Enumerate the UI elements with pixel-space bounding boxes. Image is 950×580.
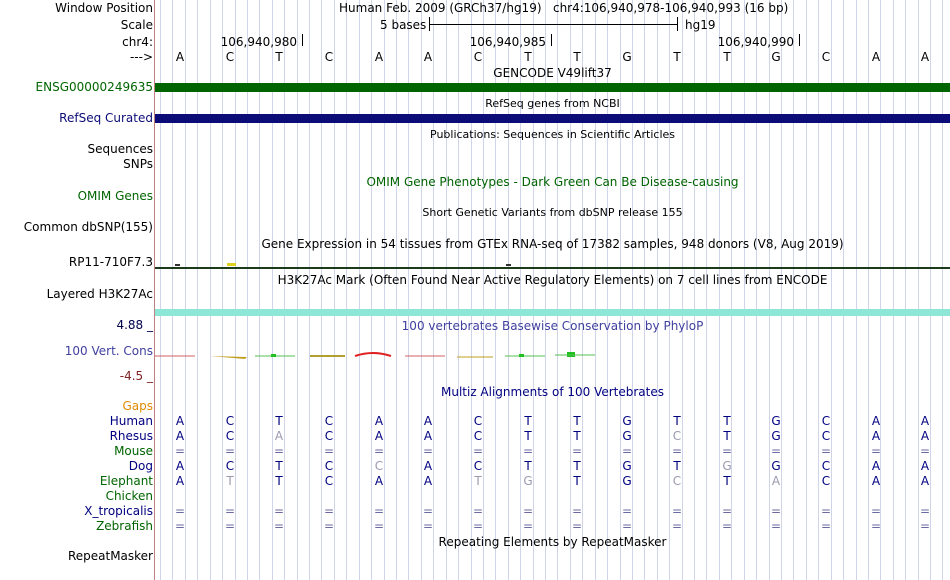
gencode-title: GENCODE V49lift37 [493, 66, 612, 80]
label-gaps[interactable]: Gaps [122, 399, 153, 413]
reference-base: G [622, 50, 632, 64]
dbsnp-title: Short Genetic Variants from dbSNP release 155 [422, 206, 683, 219]
coord-tick-1 [302, 34, 303, 46]
alignment-base: T [524, 429, 532, 443]
omim-title: OMIM Gene Phenotypes - Dark Green Can Be Disease-causing [366, 175, 739, 189]
coord-label-3: 106,940,990 [717, 35, 794, 49]
alignment-base: A [423, 459, 433, 473]
alignment-base: T [226, 474, 234, 488]
alignment-base: = [422, 504, 434, 518]
gtex-title: Gene Expression in 54 tissues from GTEx RNA-seq of 17382 samples, 948 donors (V8, Aug 2019) [261, 237, 844, 251]
alignment-base: C [324, 414, 334, 428]
alignment-base: = [721, 444, 733, 458]
alignment-base: T [673, 414, 681, 428]
reference-base: C [225, 50, 235, 64]
alignment-base: = [919, 504, 931, 518]
coord-tick-3 [799, 34, 800, 46]
label-strand-arrow: ---> [129, 50, 153, 64]
repeatmasker-title: Repeating Elements by RepeatMasker [438, 535, 667, 549]
alignment-base: = [422, 519, 434, 533]
alignment-base: A [920, 474, 930, 488]
alignment-base: G [622, 414, 632, 428]
alignment-base: C [473, 429, 483, 443]
gtex-mark-yellow [227, 263, 236, 266]
phylop-title: 100 vertebrates Basewise Conservation by PhyloP [401, 319, 704, 333]
label-cons-max: 4.88 _ [116, 318, 153, 332]
alignment-base: = [870, 504, 882, 518]
alignment-base: = [820, 519, 832, 533]
alignment-base: A [920, 429, 930, 443]
alignment-base: = [671, 504, 683, 518]
label-scale: Scale [120, 18, 153, 32]
gencode-gene-bar[interactable] [155, 83, 950, 92]
alignment-base: G [523, 474, 533, 488]
alignment-base: C [672, 474, 682, 488]
alignment-base: = [671, 444, 683, 458]
alignment-base: G [771, 429, 781, 443]
alignment-base: C [821, 459, 831, 473]
alignment-base: = [472, 504, 484, 518]
alignment-base: C [324, 474, 334, 488]
scale-bar-line [429, 24, 677, 25]
alignment-base: A [771, 474, 781, 488]
alignment-base: T [723, 414, 731, 428]
alignment-base: T [573, 474, 581, 488]
alignment-base: = [770, 519, 782, 533]
reference-base: T [275, 50, 283, 64]
reference-base: A [175, 50, 185, 64]
alignment-base: = [174, 504, 186, 518]
label-refseq[interactable]: RefSeq Curated [59, 111, 153, 125]
label-dbsnp[interactable]: Common dbSNP(155) [23, 220, 153, 234]
alignment-base: = [721, 519, 733, 533]
species-label[interactable]: X_tropicalis [84, 504, 153, 518]
alignment-base: = [820, 444, 832, 458]
alignment-base: T [524, 459, 532, 473]
alignment-base: = [273, 504, 285, 518]
gtex-mark-2 [506, 264, 511, 266]
alignment-base: = [621, 519, 633, 533]
species-label[interactable]: Rhesus [109, 429, 153, 443]
alignment-base: = [671, 519, 683, 533]
reference-base: T [524, 50, 532, 64]
coord-tick-2 [551, 34, 552, 46]
alignment-base: = [273, 444, 285, 458]
label-window-position: Window Position [55, 1, 153, 15]
alignment-base: A [423, 429, 433, 443]
alignment-base: C [225, 459, 235, 473]
gtex-baseline [155, 267, 950, 269]
alignment-base: = [522, 519, 534, 533]
alignment-base: A [920, 459, 930, 473]
alignment-base: = [373, 519, 385, 533]
alignment-base: T [524, 414, 532, 428]
alignment-base: T [573, 414, 581, 428]
alignment-base: = [870, 444, 882, 458]
alignment-base: = [224, 444, 236, 458]
alignment-base: = [571, 519, 583, 533]
alignment-base: T [673, 459, 681, 473]
alignment-base: = [323, 519, 335, 533]
scale-db: hg19 [685, 18, 716, 32]
alignment-base: C [374, 459, 384, 473]
alignment-base: = [174, 519, 186, 533]
alignment-base: C [821, 414, 831, 428]
reference-base: C [324, 50, 334, 64]
label-omim[interactable]: OMIM Genes [77, 189, 153, 203]
scale-text: 5 bases [380, 18, 427, 32]
label-cons-min: -4.5 _ [119, 369, 153, 383]
label-repeatmasker[interactable]: RepeatMasker [67, 549, 153, 563]
alignment-base: = [224, 504, 236, 518]
alignment-base: = [621, 504, 633, 518]
alignment-base: G [622, 429, 632, 443]
alignment-base: = [721, 504, 733, 518]
alignment-base: T [275, 474, 283, 488]
species-label[interactable]: Zebrafish [96, 519, 153, 533]
label-cons[interactable]: 100 Vert. Cons [64, 344, 153, 358]
alignment-base: = [422, 444, 434, 458]
reference-base: C [821, 50, 831, 64]
publications-title: Publications: Sequences in Scientific Articles [430, 128, 675, 141]
alignment-base: = [919, 444, 931, 458]
alignment-base: C [672, 429, 682, 443]
alignment-base: G [622, 459, 632, 473]
alignment-base: = [472, 444, 484, 458]
alignment-base: C [225, 414, 235, 428]
alignment-base: = [621, 444, 633, 458]
species-label[interactable]: Chicken [105, 489, 153, 503]
reference-base: A [423, 50, 433, 64]
assembly-title [339, 1, 788, 15]
alignment-base: = [174, 444, 186, 458]
label-chrom: chr4: [122, 35, 153, 49]
reference-base: C [473, 50, 483, 64]
multiz-title: Multiz Alignments of 100 Vertebrates [440, 385, 665, 399]
alignment-base: = [571, 444, 583, 458]
alignment-base: A [871, 414, 881, 428]
label-h3k27ac[interactable]: Layered H3K27Ac [46, 287, 153, 301]
alignment-base: = [770, 444, 782, 458]
alignment-base: A [920, 414, 930, 428]
alignment-base: G [622, 474, 632, 488]
phylop-graph [155, 345, 950, 365]
position-range: chr4:106,940,978-106,940,993 (16 bp) [552, 1, 789, 15]
h3k27ac-signal[interactable] [155, 309, 950, 316]
alignment-base: = [820, 504, 832, 518]
alignment-base: A [175, 459, 185, 473]
alignment-base: T [474, 474, 482, 488]
alignment-base: C [324, 429, 334, 443]
refseq-title: RefSeq genes from NCBI [485, 97, 620, 110]
alignment-base: T [573, 459, 581, 473]
alignment-base: = [522, 504, 534, 518]
alignment-base: T [723, 474, 731, 488]
reference-base: A [871, 50, 881, 64]
reference-base: A [374, 50, 384, 64]
alignment-base: = [323, 444, 335, 458]
alignment-base: C [225, 429, 235, 443]
gtex-mark [175, 264, 180, 266]
alignment-base: G [771, 414, 781, 428]
alignment-base: = [373, 444, 385, 458]
alignment-base: C [821, 429, 831, 443]
alignment-base: A [175, 474, 185, 488]
species-label[interactable]: Human [109, 414, 153, 428]
label-gtex-gene[interactable]: RP11-710F7.3 [68, 255, 153, 269]
alignment-base: A [871, 474, 881, 488]
species-label[interactable]: Elephant [99, 474, 153, 488]
refseq-gene-bar[interactable] [155, 114, 950, 123]
reference-base: T [573, 50, 581, 64]
alignment-base: = [323, 504, 335, 518]
alignment-base: = [770, 504, 782, 518]
alignment-base: A [175, 414, 185, 428]
reference-base: A [920, 50, 930, 64]
scale-bar-right [677, 17, 678, 31]
alignment-base: = [273, 519, 285, 533]
reference-base: T [673, 50, 681, 64]
alignment-base: A [423, 414, 433, 428]
alignment-base: A [274, 429, 284, 443]
alignment-base: A [374, 429, 384, 443]
alignment-base: T [275, 414, 283, 428]
alignment-base: A [423, 474, 433, 488]
alignment-base: T [723, 429, 731, 443]
reference-base: T [723, 50, 731, 64]
coord-label-1: 106,940,980 [220, 35, 297, 49]
alignment-base: C [473, 414, 483, 428]
alignment-base: G [771, 459, 781, 473]
alignment-base: A [175, 429, 185, 443]
h3k27ac-title: H3K27Ac Mark (Often Found Near Active Regulatory Elements) on 7 cell lines from ENCODE [277, 273, 828, 287]
alignment-base: = [224, 519, 236, 533]
coord-label-2: 106,940,985 [469, 35, 546, 49]
label-snps[interactable]: SNPs [123, 157, 153, 171]
species-label[interactable]: Dog [128, 459, 153, 473]
species-label[interactable]: Mouse [114, 444, 153, 458]
alignment-base: = [870, 519, 882, 533]
alignment-base: A [374, 474, 384, 488]
alignment-base: A [871, 459, 881, 473]
alignment-base: A [374, 414, 384, 428]
alignment-base: = [571, 504, 583, 518]
label-sequences[interactable]: Sequences [87, 142, 153, 156]
alignment-base: G [722, 459, 732, 473]
assembly-name: Human Feb. 2009 (GRCh37/hg19) [339, 1, 542, 15]
alignment-base: A [871, 429, 881, 443]
reference-base: G [771, 50, 781, 64]
alignment-base: = [522, 444, 534, 458]
alignment-base: C [473, 459, 483, 473]
alignment-base: = [472, 519, 484, 533]
alignment-base: T [573, 429, 581, 443]
alignment-base: = [373, 504, 385, 518]
alignment-base: T [275, 459, 283, 473]
label-gencode-gene[interactable]: ENSG00000249635 [35, 80, 153, 94]
alignment-base: C [324, 459, 334, 473]
alignment-base: = [919, 519, 931, 533]
alignment-base: C [821, 474, 831, 488]
